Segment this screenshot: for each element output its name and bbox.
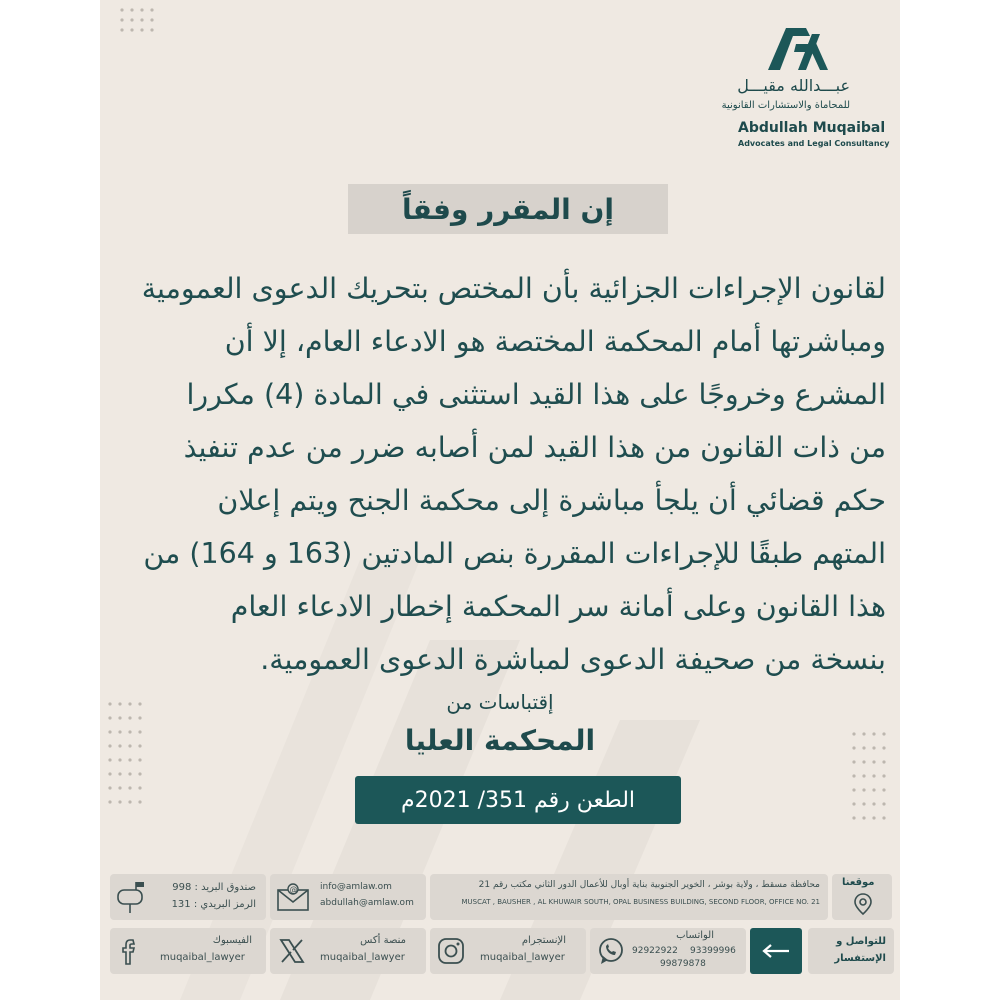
body-line: هذا القانون وعلى أمانة سر المحكمة إخطار الادعاء العام (230, 590, 886, 623)
instagram-icon (436, 936, 466, 966)
whatsapp-number-2[interactable]: 92922922 (632, 946, 678, 956)
email-box[interactable] (270, 874, 426, 920)
post-card (100, 0, 900, 1000)
mail-box (110, 874, 266, 920)
instagram-label: الإنستجرام (521, 935, 566, 946)
dot-grid-left (106, 700, 150, 820)
whatsapp-box[interactable] (590, 928, 746, 974)
contact-tag-line-1: للتواصل و (836, 936, 886, 947)
facebook-box[interactable] (110, 928, 266, 974)
logo-english-name: Abdullah Muqaibal (738, 120, 886, 136)
whatsapp-number-3[interactable]: 99879878 (660, 959, 706, 969)
body-line: بنسخة من صحيفة الدعوى لمباشرة الدعوى العمومية. (260, 643, 886, 676)
instagram-box[interactable] (430, 928, 586, 974)
body-line: حكم قضائي أن يلجأ مباشرة إلى محكمة الجنح ويتم إعلان (217, 484, 886, 517)
source-name: المحكمة العليا (404, 724, 596, 757)
address-english: MUSCAT , BAUSHER , AL KHUWAIR SOUTH, OPAL BUSINESS BUILDING, SECOND FLOOR, OFFICE NO. 21 (461, 898, 820, 906)
contact-tag-box (808, 928, 894, 974)
email-primary[interactable]: info@amlaw.om (320, 882, 392, 892)
contact-arrow-button[interactable] (750, 928, 802, 974)
logo-mark-icon (766, 26, 830, 72)
brand-logo (718, 26, 890, 156)
reference-badge (355, 776, 681, 824)
whatsapp-number-1[interactable]: 93399996 (690, 946, 736, 956)
x-logo-icon (278, 938, 306, 964)
x-handle[interactable]: muqaibal_lawyer (320, 952, 405, 963)
facebook-icon (120, 936, 140, 966)
body-line: ومباشرتها أمام المحكمة المختصة هو الادعاء العام، إلا أن (224, 325, 886, 358)
x-label: منصة أكس (360, 935, 406, 946)
instagram-handle[interactable]: muqaibal_lawyer (480, 952, 565, 963)
body-line: المشرع وخروجًا على هذا القيد استثنى في المادة (4) مكررا (186, 378, 886, 411)
location-tag-box[interactable] (832, 874, 892, 920)
address-box (430, 874, 828, 920)
svg-text:@: @ (289, 885, 298, 894)
postal-code: الرمز البريدي : 131 (171, 899, 256, 910)
envelope-icon (276, 882, 310, 912)
page-title: إن المقرر وفقاً (402, 192, 614, 226)
facebook-handle[interactable]: muqaibal_lawyer (160, 952, 245, 963)
body-line: لقانون الإجراءات الجزائية بأن المختص بتحريك الدعوى العمومية (141, 272, 886, 305)
title-banner (348, 184, 668, 234)
location-tag-label: موقعنا (842, 877, 875, 888)
contact-tag-line-2: الإستفسار (834, 953, 886, 964)
whatsapp-label: الواتساب (676, 930, 714, 941)
body-line: المتهم طبقًا للإجراءات المقررة بنص المادتين (163 و 164) من (143, 537, 886, 570)
po-box: صندوق البريد : 998 (172, 882, 256, 893)
logo-arabic-name: عبـــدالله مقيـــل (737, 76, 850, 95)
mailbox-icon (116, 880, 150, 914)
x-box[interactable] (270, 928, 426, 974)
body-line: من ذات القانون من هذا القيد لمن أصابه ضرر من عدم تنفيذ (183, 431, 886, 464)
whatsapp-icon (596, 936, 626, 966)
quote-body (116, 262, 886, 686)
logo-english-subtitle: Advocates and Legal Consultancy (738, 139, 890, 148)
email-secondary[interactable]: abdullah@amlaw.om (320, 898, 414, 908)
logo-arabic-subtitle: للمحاماة والاستشارات القانونية (721, 100, 850, 111)
source-label: إقتباسات من (446, 690, 554, 714)
dot-grid-top-left (118, 6, 164, 46)
map-pin-icon (852, 892, 874, 916)
address-arabic: محافظة مسقط ، ولاية بوشر ، الخوير الجنوبية بناية أوبال للأعمال الدور الثاني مكتب رقم 21 (478, 880, 820, 890)
facebook-label: الفيسبوك (212, 935, 252, 946)
arrow-left-icon (761, 943, 791, 959)
reference-text: الطعن رقم 351/ 2021م (400, 787, 636, 813)
